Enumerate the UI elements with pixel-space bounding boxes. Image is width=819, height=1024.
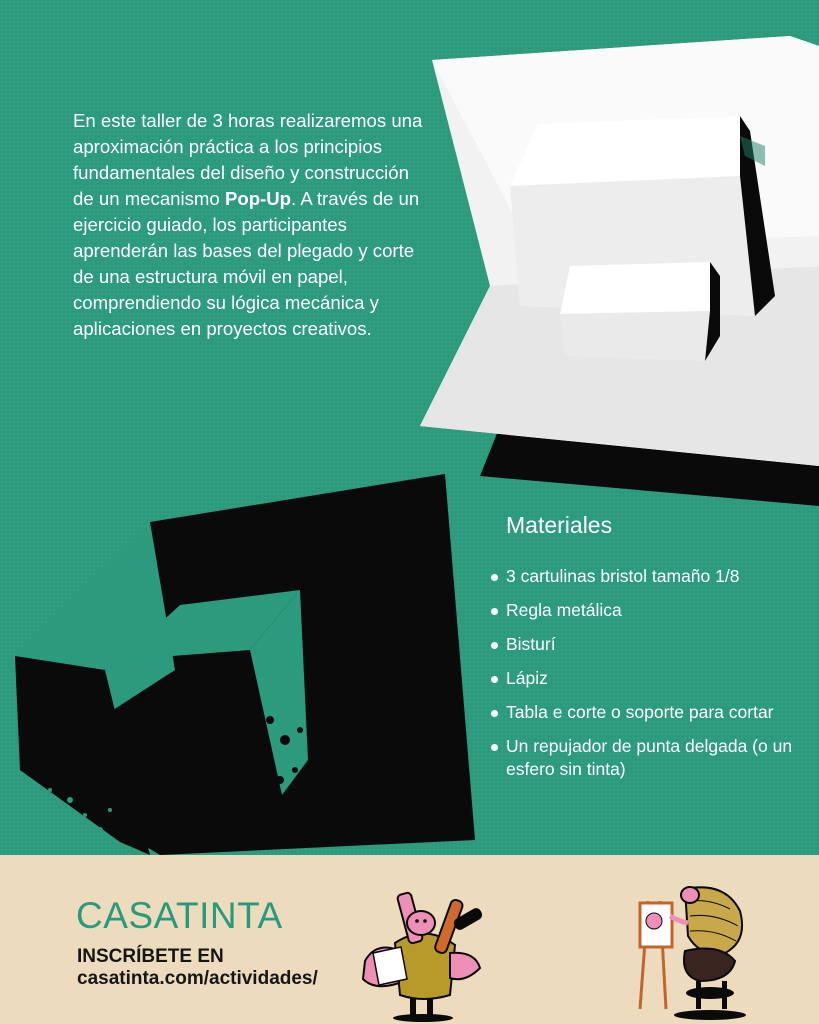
signup-url-link[interactable]: casatinta.com/actividades/ bbox=[77, 968, 318, 989]
material-item: Regla metálica bbox=[490, 599, 800, 622]
material-item: Bisturí bbox=[490, 633, 800, 656]
popup-paper-photo bbox=[420, 36, 819, 506]
materials-list bbox=[490, 565, 800, 781]
intro-text-part2: . A través de un ejercicio guiado, los participantes aprenderán las bases del plegado y corte de una estructura móvil en papel, comprendiendo su lógica mecánica y aplicaciones en proyectos creativos. bbox=[73, 188, 420, 339]
shadow-paper-photo bbox=[0, 470, 475, 855]
materials-section bbox=[490, 512, 800, 792]
artist-at-easel-illustration bbox=[630, 881, 750, 1021]
signup-label: INSCRÍBETE EN bbox=[77, 946, 224, 967]
materials-title: Materiales bbox=[506, 512, 613, 538]
material-item: Un repujador de punta delgada (o un esfero sin tinta) bbox=[490, 735, 800, 781]
intro-text-part1: En este taller de 3 horas realizaremos una aproximación práctica a los principios fundamentales del diseño y construcción de un mecanismo bbox=[73, 110, 423, 209]
footer bbox=[0, 855, 819, 1024]
material-item: Lápiz bbox=[490, 667, 800, 690]
casatinta-logo[interactable]: CASATINTA bbox=[76, 895, 283, 936]
material-item: Tabla e corte o soporte para cortar bbox=[490, 701, 800, 724]
intro-paragraph bbox=[73, 108, 433, 342]
character-with-pencils-illustration bbox=[355, 883, 490, 1023]
material-item: 3 cartulinas bristol tamaño 1/8 bbox=[490, 565, 800, 588]
intro-bold-popup: Pop-Up bbox=[224, 188, 292, 209]
